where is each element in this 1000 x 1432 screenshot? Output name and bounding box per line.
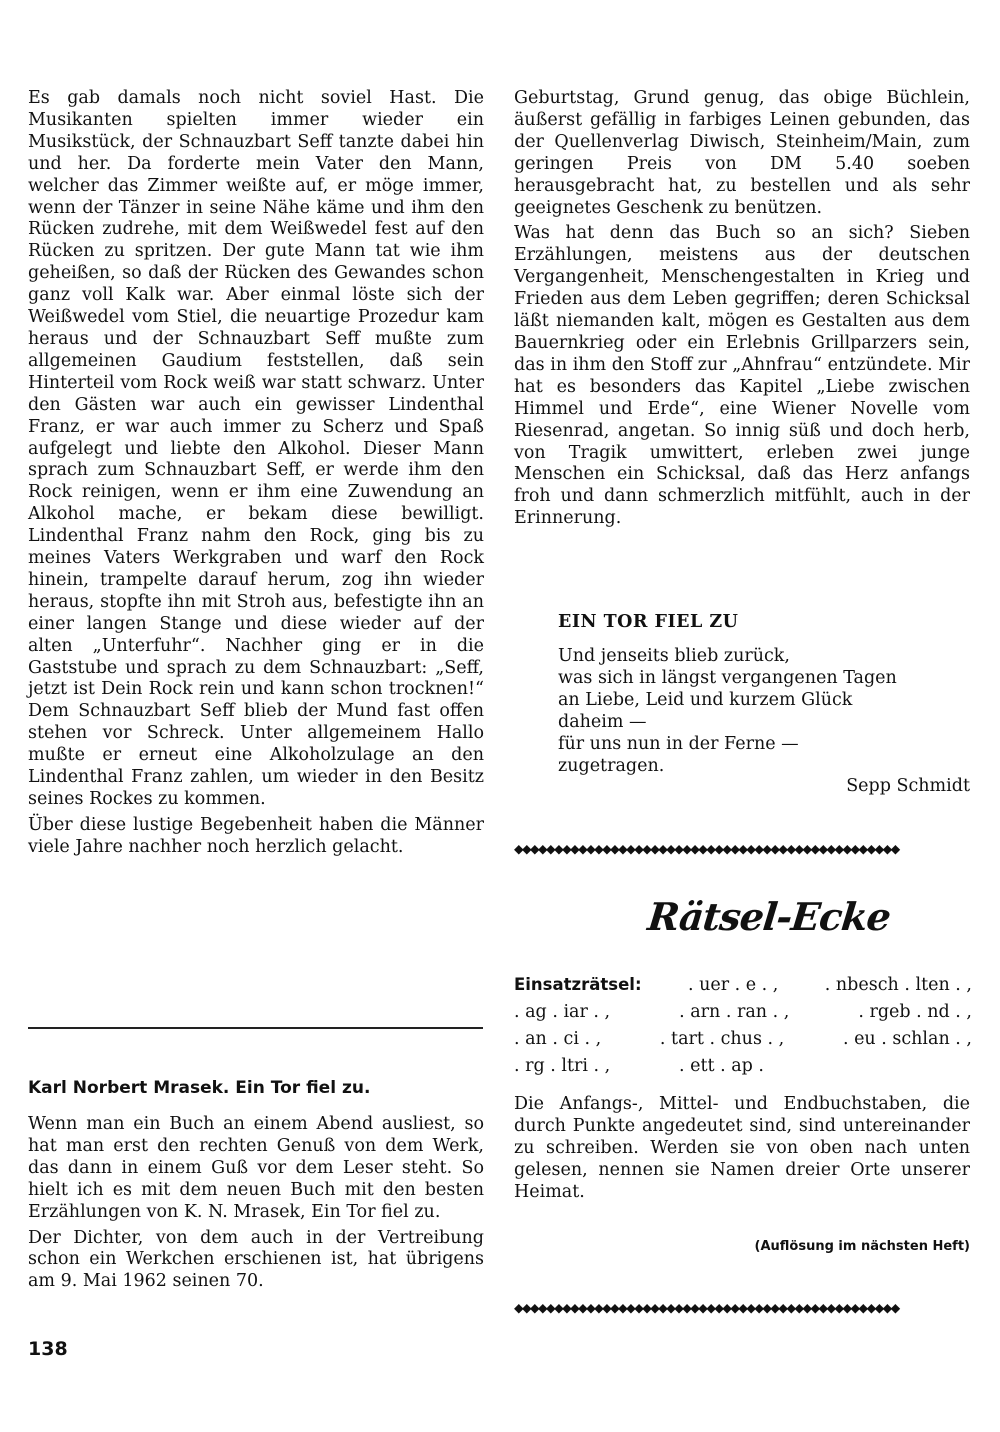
review-continuation	[514, 88, 970, 534]
poem-line: was sich in längst vergangenen Tagen	[558, 667, 897, 688]
poem-line: an Liebe, Leid und kurzem Glück	[558, 689, 853, 710]
review-paragraph-1: Wenn man ein Buch an einem Abend ausliest, so hat man erst den rechten Genuß von dem Werk, das dann in einem Guß vor dem Leser steht. So hielt ich es mit dem neuen Buch mit den besten Erzählungen von K. N. Mrasek, Ein Tor fiel zu.	[28, 1114, 484, 1222]
poem-line: zugetragen.	[558, 755, 665, 776]
puzzle-word: . rg . ltri . ,	[514, 1056, 611, 1076]
poem-title: EIN TOR FIEL ZU	[558, 612, 739, 632]
poem-line: daheim —	[558, 711, 647, 732]
puzzle-word: . eu . schlan . ,	[842, 1029, 972, 1049]
puzzle-word: . nbesch . lten . ,	[824, 975, 972, 995]
puzzle-word: . ag . iar . ,	[514, 1002, 611, 1022]
puzzle-label: Einsatzrätsel:	[514, 975, 642, 994]
review-text	[28, 1114, 484, 1297]
poem	[558, 646, 972, 777]
poem-author: Sepp Schmidt	[846, 776, 970, 796]
poem-line: für uns nun in der Ferne —	[558, 733, 799, 754]
puzzle-word: . ett . ap .	[679, 1056, 764, 1076]
solution-note: (Auflösung im nächsten Heft)	[754, 1239, 970, 1254]
review-paragraph-4: Was hat denn das Buch so an sich? Sieben Erzählungen, meistens aus der deutschen Vergangenheit, Menschengestalten in Krieg und Frieden aus dem Leben gegriffen; deren Schicksal läßt niemanden kalt, mögen es Gestalten aus dem Bauernkrieg oder ein Erlebnis Grillparzers sein, das in ihm den Stoff zur „Ahnfrau“ entzündete. Mir hat es besonders das Kapitel „Liebe zwischen Himmel und Erde“, eine Wiener Novelle vom Riesenrad, angetan. So innig süß und doch herb, von Tragik umwittert, erleben zwei junge Menschen ein Schicksal, daß das Herz anfangs froh und dann schmerzlich mitfühlt, auch in der Erinnerung.	[514, 223, 970, 529]
puzzle-row	[514, 1055, 764, 1077]
puzzle-instructions: Die Anfangs-, Mittel- und Endbuchstaben, die durch Punkte angedeutet sind, sind untereinander zu schreiben. Werden sie von oben nach unten gelesen, nennen sie Namen dreier Orte unserer Heimat.	[514, 1094, 970, 1202]
diamond-divider-top: ◆◆◆◆◆◆◆◆◆◆◆◆◆◆◆◆◆◆◆◆◆◆◆◆◆◆◆◆◆◆◆◆◆◆◆◆◆◆◆◆◆◆◆◆◆◆◆◆	[514, 842, 899, 856]
puzzle-row	[514, 1001, 972, 1023]
poem-line: Und jenseits blieb zurück,	[558, 646, 790, 666]
puzzle-row	[514, 974, 972, 996]
puzzle-word: . arn . ran . ,	[679, 1002, 790, 1022]
puzzle-title: Rätsel-Ecke	[645, 894, 893, 939]
puzzle-word: . uer . e . ,	[687, 975, 779, 995]
puzzle-row	[514, 1028, 972, 1050]
puzzle-word: . an . ci . ,	[514, 1029, 602, 1049]
review-paragraph-3: Geburtstag, Grund genug, das obige Büchlein, äußerst gefällig in farbiges Leinen gebunden, das der Quellenverlag Diwisch, Steinheim/Main, zum geringen Preis von DM 5.40 soeben herausgebracht hat, zu bestellen und als sehr geeignetes Geschenk zu benützen.	[514, 88, 970, 218]
puzzle-word: . tart . chus . ,	[659, 1029, 785, 1049]
story-text	[28, 88, 484, 863]
section-divider	[28, 1027, 483, 1029]
story-paragraph-1: Es gab damals noch nicht soviel Hast. Die Musikanten spielten immer wieder ein Musikstück, der Schnauzbart Seff tanzte dabei hin und her. Da forderte mein Vater den Mann, welcher das Zimmer weißte auf, er möge immer, wenn der Tänzer in seine Nähe käme und ihm den Rücken zudrehe, mit dem Weißwedel fest auf den Rücken zu spritzen. Der gute Mann tat wie ihm geheißen, so daß der Rücken des Gewandes schon ganz voll Kalk war. Aber einmal löste sich der Weißwedel vom Stiel, die neuartige Prozedur kam heraus und der Schnauzbart Seff mußte zum allgemeinen Gaudium feststellen, daß sein Hinterteil vom Rock weiß war statt schwarz. Unter den Gästen war auch ein gewisser Lindenthal Franz, er war auch immer zu Scherz und Spaß aufgelegt und liebte den Alkohol. Dieser Mann sprach zum Schnauzbart Seff, er werde ihm den Rock reinigen, wenn er ihm eine Zuwendung an Alkohol mache, er bekam diese bewilligt. Lindenthal Franz nahm den Rock, ging bis zu meines Vaters Werkgraben und warf den Rock hinein, trampelte darauf herum, zog ihn wieder heraus, stopfte ihn mit Stroh aus, befestigte ihn an einer langen Stange und diese wieder auf der alten „Unterfuhr“. Nachher ging er in die Gaststube und sprach zu dem Schnauzbart: „Seff, jetzt ist Dein Rock rein und kann schon trocknen!“ Dem Schnauzbart Seff blieb der Mund fast offen stehen vor Schreck. Unter allgemeinem Hallo mußte er erneut eine Alkoholzulage an den Lindenthal Franz zahlen, um wieder in den Besitz seines Rockes zu kommen.	[28, 88, 484, 809]
page-number: 138	[28, 1338, 68, 1360]
diamond-divider-bottom: ◆◆◆◆◆◆◆◆◆◆◆◆◆◆◆◆◆◆◆◆◆◆◆◆◆◆◆◆◆◆◆◆◆◆◆◆◆◆◆◆◆◆◆◆◆◆◆◆	[514, 1301, 899, 1315]
puzzle-word: . rgeb . nd . ,	[858, 1002, 972, 1022]
review-paragraph-2: Der Dichter, von dem auch in der Vertreibung schon ein Werkchen erschienen ist, hat übrigens am 9. Mai 1962 seinen 70.	[28, 1227, 484, 1292]
review-heading: Karl Norbert Mrasek. Ein Tor fiel zu.	[28, 1078, 371, 1098]
story-paragraph-2: Über diese lustige Begebenheit haben die Männer viele Jahre nachher noch herzlich gelacht.	[28, 814, 484, 857]
